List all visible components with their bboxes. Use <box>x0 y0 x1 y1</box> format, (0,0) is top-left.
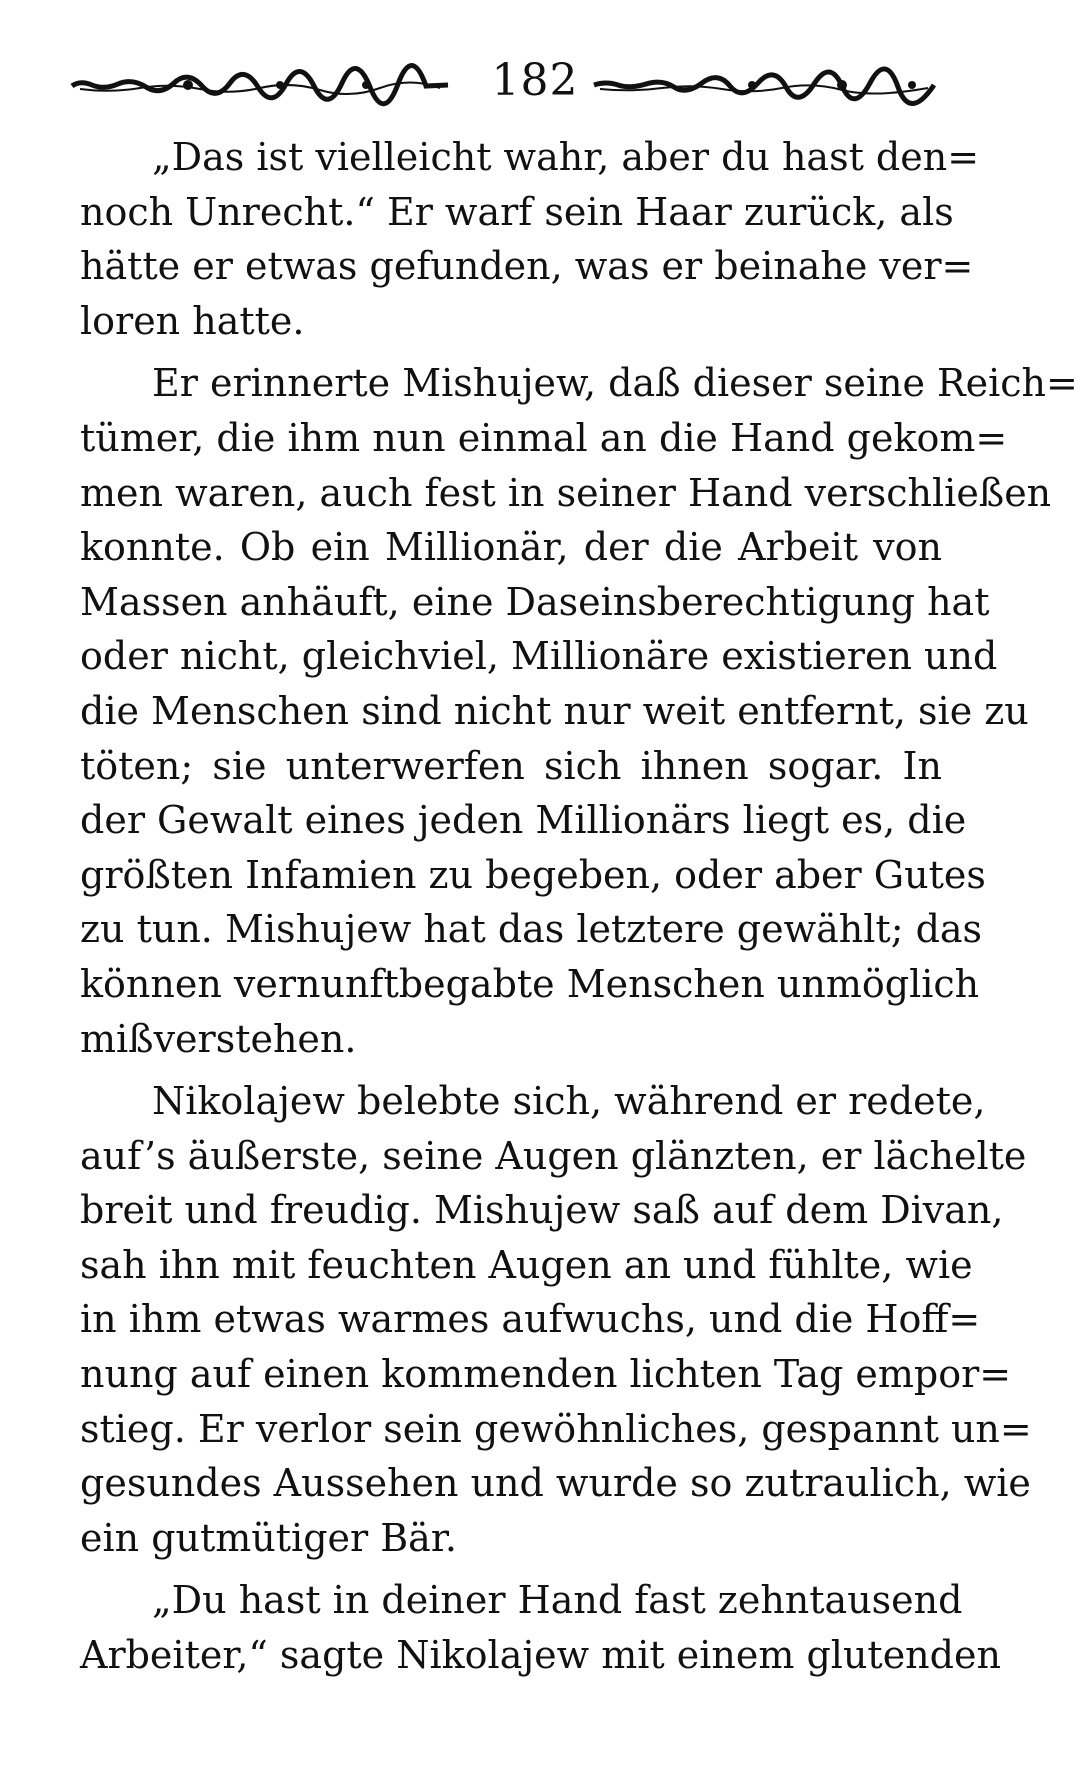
text-line: Massen anhäuft, eine Daseinsberechtigung hat <box>80 579 990 624</box>
text-line: größten Infamien zu begeben, oder aber Gutes <box>80 852 986 897</box>
text-line: auf’s äußerste, seine Augen glänzten, er lächelte <box>80 1133 1027 1178</box>
left-ornament-rule <box>70 76 450 94</box>
text-line: oder nicht, gleichviel, Millionäre existieren und <box>80 634 998 679</box>
text-line: in ihm etwas warmes aufwuchs, und die Hoff= <box>80 1297 981 1342</box>
text-line: hätte er etwas gefunden, was er beinahe ver= <box>80 244 974 289</box>
text-line: sah ihn mit feuchten Augen an und fühlte, wie <box>80 1242 973 1287</box>
text-line: tümer, die ihm nun einmal an die Hand gekom= <box>80 415 1008 460</box>
text-line: Er erinnerte Mishujew, daß dieser seine Reich= <box>152 361 1078 406</box>
page-number: 182 <box>491 55 579 106</box>
text-line: Nikolajew belebte sich, während er redete, <box>152 1079 986 1124</box>
text-line: „Du hast in deiner Hand fast zehntausend <box>152 1578 963 1623</box>
text-line: men waren, auch fest in seiner Hand verschließen <box>80 470 1052 515</box>
text-line: loren hatte. <box>80 298 305 343</box>
paragraph <box>80 130 980 348</box>
paragraph <box>80 356 1078 1066</box>
text-line: stieg. Er verlor sein gewöhnliches, gespannt un= <box>80 1406 1032 1451</box>
text-line: können vernunftbegabte Menschen unmöglich <box>80 961 980 1006</box>
text-line: Arbeiter,“ sagte Nikolajew mit einem glutenden <box>80 1633 1001 1678</box>
text-line: breit und freudig. Mishujew saß auf dem Divan, <box>80 1188 1004 1233</box>
text-line: zu tun. Mishujew hat das letztere gewählt; das <box>80 907 983 952</box>
text-line: gesundes Aussehen und wurde so zutraulich, wie <box>80 1461 1031 1506</box>
text-line: nung auf einen kommenden lichten Tag empor= <box>80 1352 1012 1397</box>
paragraph <box>80 1074 1032 1565</box>
text-line: „Das ist vielleicht wahr, aber du hast den= <box>152 135 980 179</box>
text-line: der Gewalt eines jeden Millionärs liegt es, die <box>80 798 967 843</box>
text-line: mißverstehen. <box>80 1016 357 1061</box>
text-line: töten; sie unterwerfen sich ihnen sogar. In <box>80 743 942 788</box>
text-line: noch Unrecht.“ Er warf sein Haar zurück, als <box>80 189 954 234</box>
body-text <box>80 130 1078 1683</box>
page-header <box>70 46 936 116</box>
text-line: ein gutmütiger Bär. <box>80 1515 457 1560</box>
paragraph <box>80 1573 1001 1682</box>
text-line: konnte. Ob ein Millionär, der die Arbeit von <box>80 525 942 570</box>
text-line: die Menschen sind nicht nur weit entfernt, sie zu <box>80 688 1029 733</box>
right-ornament-rule <box>592 76 936 94</box>
